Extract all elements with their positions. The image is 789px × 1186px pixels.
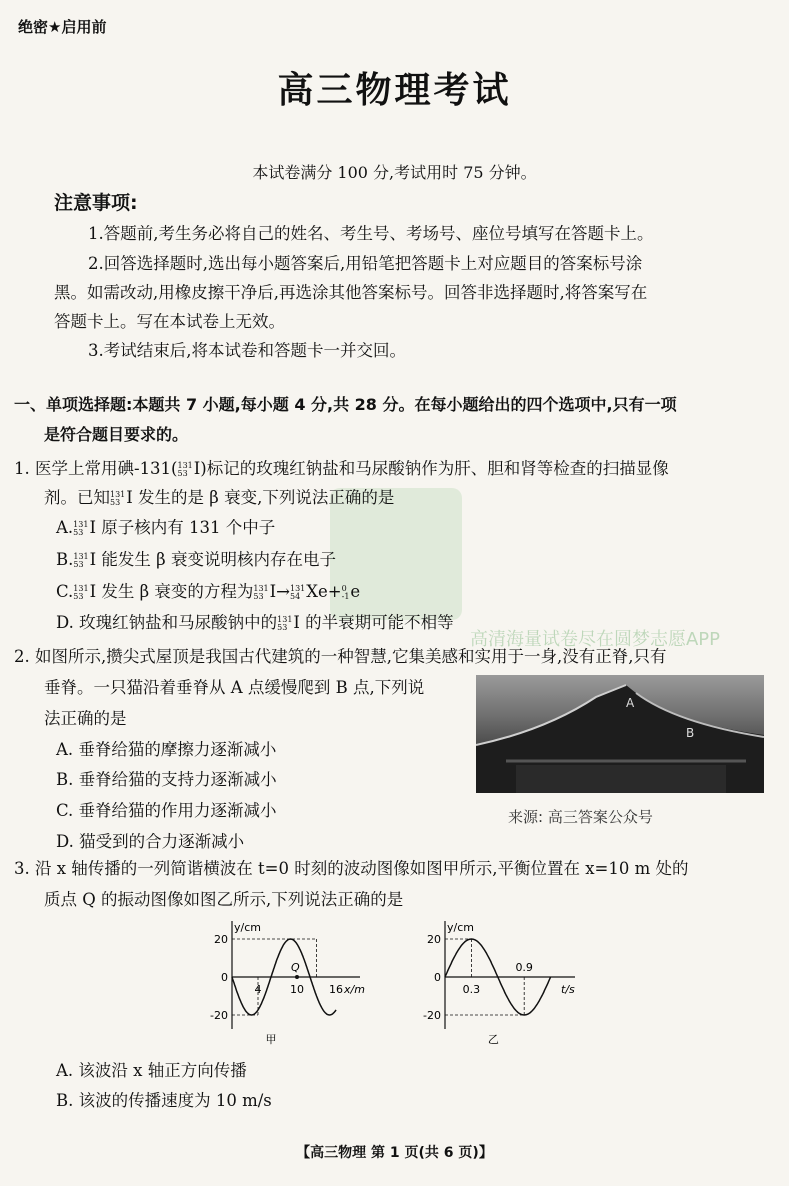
y-axis-label: y/cm (447, 921, 474, 934)
q3-stem-line-2: 质点 Q 的振动图像如图乙所示,下列说法正确的是 (44, 890, 404, 909)
q1-option-b: B. 131 53 I 能发生 β 衰变说明核内存在电子 (56, 550, 336, 569)
y-tick-label: 20 (427, 933, 441, 946)
q2-option-d: D. 猫受到的合力逐渐减小 (56, 832, 245, 851)
y-axis-label: y/cm (234, 921, 261, 934)
notice-line-5: 3.考试结束后,将本试卷和答题卡一并交回。 (88, 341, 406, 360)
notice-heading: 注意事项: (54, 192, 138, 214)
q2-option-c: C. 垂脊给猫的作用力逐渐减小 (56, 801, 277, 820)
y-tick-label: 0 (221, 971, 228, 984)
chart-title: 乙 (487, 1033, 499, 1046)
y-tick-label: -20 (210, 1009, 228, 1022)
q1-option-d: D. 玫瑰红钠盐和马尿酸钠中的 131 53 I 的半衰期可能不相等 (56, 613, 454, 632)
q2-stem-line-3: 法正确的是 (44, 709, 127, 728)
chart-title: 甲 (265, 1033, 277, 1046)
vibration-chart-yi (415, 915, 585, 1050)
page-footer: 【高三物理 第 1 页(共 6 页)】 (296, 1145, 493, 1161)
photo-label-a: A (626, 696, 635, 710)
exam-subtitle: 本试卷满分 100 分,考试用时 75 分钟。 (252, 163, 537, 182)
watermark-text: 高清海量试卷尽在圆梦志愿APP (470, 629, 721, 650)
q1-option-c: C. 131 53 I 发生 β 衰变的方程为 131 53 I→ 131 54 Xe+ 0 -1 e (56, 582, 361, 601)
roof-photo (476, 675, 764, 793)
y-tick-label: 0 (434, 971, 441, 984)
x-tick-label: 16 (329, 983, 343, 996)
q2-stem-line-2: 垂脊。一只猫沿着垂脊从 A 点缓慢爬到 B 点,下列说 (44, 678, 425, 697)
q2-option-a: A. 垂脊给猫的摩擦力逐渐减小 (56, 740, 277, 759)
point-q-label: Q (291, 961, 300, 974)
photo-label-b: B (686, 726, 695, 740)
q2-option-b: B. 垂脊给猫的支持力逐渐减小 (56, 770, 277, 789)
notice-line-4: 答题卡上。写在本试卷上无效。 (54, 312, 285, 331)
section-heading-line-2: 是符合题目要求的。 (44, 425, 189, 444)
q3-stem-line-1: 3. 沿 x 轴传播的一列简谐横波在 t=0 时刻的波动图像如图甲所示,平衡位置在 x=10 m 处的 (14, 859, 689, 878)
notice-line-3: 黑。如需改动,用橡皮擦干净后,再选涂其他答案标号。回答非选择题时,将答案写在 (54, 283, 648, 302)
roof-illustration (476, 675, 764, 793)
q2-stem-line-1: 2. 如图所示,攒尖式屋顶是我国古代建筑的一种智慧,它集美感和实用于一身,没有正脊,只有 (14, 647, 667, 666)
photo-source: 来源: 高三答案公众号 (508, 808, 653, 826)
secret-mark: 绝密★启用前 (18, 18, 107, 36)
wave-chart-jia (200, 915, 390, 1050)
q1-stem-line-2: 剂。已知 131 53 I 发生的是 β 衰变,下列说法正确的是 (44, 488, 395, 507)
q1-option-a: A. 131 53 I 原子核内有 131 个中子 (56, 518, 276, 537)
q3-option-a: A. 该波沿 x 轴正方向传播 (56, 1061, 247, 1080)
notice-line-1: 1.答题前,考生务必将自己的姓名、考生号、考场号、座位号填写在答题卡上。 (88, 224, 654, 243)
section-heading-line-1: 一、单项选择题:本题共 7 小题,每小题 4 分,共 28 分。在每小题给出的四个选项中,只有一项 (14, 395, 677, 414)
q1-stem-line-1: 1. 医学上常用碘-131( 131 53 I)标记的玫瑰红钠盐和马尿酸钠作为肝、胆和肾等检查的扫描显像 (14, 459, 669, 478)
x-tick-label: 10 (290, 983, 304, 996)
nuclide-symbol: 131 53 (177, 460, 193, 478)
y-tick-label: -20 (423, 1009, 441, 1022)
q3-option-b: B. 该波的传播速度为 10 m/s (56, 1091, 272, 1110)
x-tick-label: 4 (254, 983, 262, 996)
x-axis-label: t/s (561, 983, 575, 996)
exam-title: 高三物理考试 (277, 70, 512, 111)
x-axis-label: x/m (344, 983, 365, 996)
point-q (295, 975, 299, 979)
x-tick-label: 0.3 (462, 983, 481, 996)
notice-line-2: 2.回答选择题时,选出每小题答案后,用铅笔把答题卡上对应题目的答案标号涂 (88, 254, 643, 273)
y-tick-label: 20 (214, 933, 228, 946)
x-tick-label: 0.9 (515, 961, 533, 974)
